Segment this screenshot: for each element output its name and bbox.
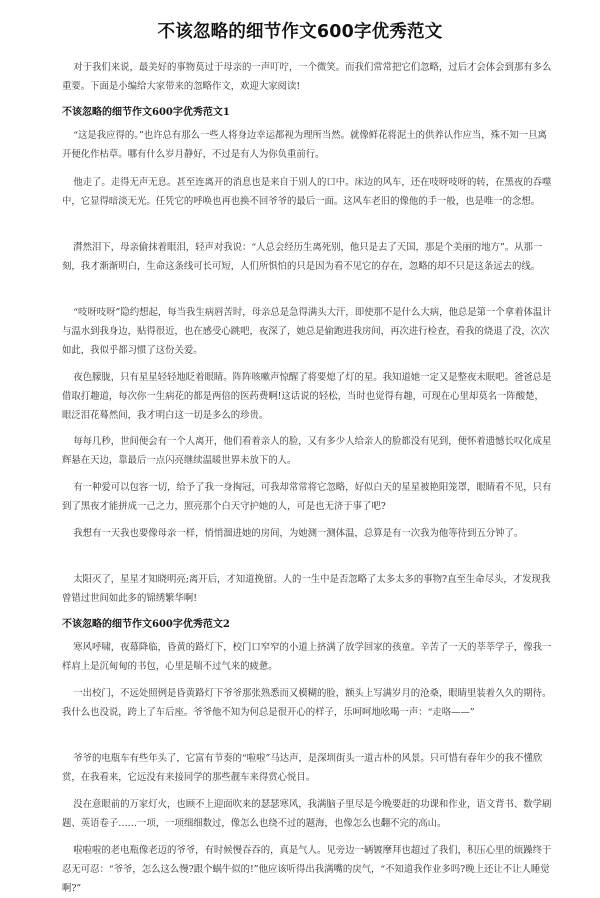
section-2-paragraph-2: 一出校门，不远处照例是昏黄路灯下爷爷那张熟悉而又模糊的脸，额头上写满岁月的沧桑，眼睛里装着久久的期待。我什么也没说，跨上了车后座。爷爷他不知为何总是很开心的样子，乐呵呵地吆喝一声：“走咯——” [62,688,552,718]
section-2-paragraph-4: 没在意眼前的万家灯火，也顾不上迎面吹来的瑟瑟寒风，我满脑子里尽是今晚要赶的功课和作业，语文背书、数学刷题、英语卷子……一项，一项细细数过，像怎么也绕不过的题海，也像怎么也翻不完的高山。 [62,799,552,829]
intro-paragraph: 对于我们来说，最美好的事物莫过于母亲的一声叮咛，一个微笑。而我们常常把它们忽略，过后才会体会到那有多么重要。下面是小编给大家带来的忽略作文，欢迎大家阅读! [62,62,552,92]
section-1-paragraph-5: 夜色朦胧，只有星星轻轻地眨着眼睛。阵阵咳嗽声惊醒了将要熄了灯的星。我知道她一定又是整夜未眠吧。爸爸总是借取打趣道，每次你一生病花的都是两倍的医药费啊!这话说的轻松，当时也觉得有趣，可现在心里却莫名一阵酸楚，眼泛泪花蓦然间，我才明白这一切是多么的珍贵。 [62,372,552,421]
section-1-paragraph-6: 每每几秒，世间便会有一个人离开，他们看着亲人的脸，又有多少人给亲人的脸都没有见到，便怀着遗憾长叹化成星辉悬在天边，靠最后一点闪亮继续温暖世界未放下的人。 [62,436,552,466]
section-2-paragraph-3: 爷爷的电瓶车有些年头了，它富有节奏的“啦啦”马达声，是深圳街头一道古朴的风景。只可惜有春年少的我不懂欣赏，在我看来，它远没有来接同学的那些靓车来得赏心悦目。 [62,753,543,783]
section-1-paragraph-7: 有一种爱可以包容一切，给予了我一身掏冠，可我却常常将它忽略，好似白天的星星被艳阳笼罩，眼睛看不见，只有到了黑夜才能拼成一己之力，照亮那个白天守护她的人，可是也无济于事了吧? [62,482,552,512]
section-1-paragraph-2: 他走了。走得无声无息。甚至连离开的消息也是来自于别人的口中。床边的风车，还在吱呀吱呀的转，在黑夜的吞噬中，它显得暗淡无光。任凭它的呼唤也再也换不回爷爷的最后一面。这风车老旧的像他的手一般，也是唯一的念想。 [62,177,552,207]
section-1-paragraph-9: 太阳灭了，星星才知晓明亮;离开后，才知道挽留。人的一生中是否忽略了太多太多的事物?直至生命尽头，才发现我曾错过世间如此多的锦绣繁华啊! [62,574,551,604]
section-1-paragraph-8: 我想有一天我也要像母亲一样，悄悄溜进她的房间，为她测一测体温，总算是有一次我为他等待到五分钟了。 [73,528,524,539]
section-1-paragraph-4: “吱呀吱呀”隐约想起，每当我生病唇苦时，母亲总是急得满头大汗，即使那不是什么大病，他总是第一个拿着体温计与温水到我身边，贴得很近，也在感受心跳吧，夜深了，她总是偷跑进我房间，再次进行检查，看我的烧退了没，次次如此，我似乎都习惯了这份关爱。 [62,307,552,356]
page-title: 不该忽略的细节作文600字优秀范文 [157,22,443,42]
section-1-paragraph-3: 潸然泪下，母亲偷抹着眼泪，轻声对我说：“人总会经历生离死别，他只是去了天国，那是个美丽的地方”。从那一刻，我才渐渐明白，生命这条线可长可短，人们所惧怕的只是因为看不见它的存在，忽略的却不只是这条远去的线。 [62,242,543,272]
section-2-paragraph-1: 寒风呼啸，夜幕降临，昏黄的路灯下，校门口窄窄的小道上挤满了放学回家的孩童。辛苦了一天的莘莘学子，像我一样肩上是沉甸甸的书包，心里是喘不过气来的疲惫。 [62,642,552,672]
section-1-heading: 不该忽略的细节作文600字优秀范文1 [62,107,230,118]
section-2-heading: 不该忽略的细节作文600字优秀范文2 [62,619,230,630]
section-2-paragraph-5: 啦啦啦的老电瓶像老迈的爷爷，有时候慢吞吞的，真是气人。见旁边一辆镀摩拜也超过了我们，积压心里的烦躁终于忍无可忍：“爷爷，怎么这么慢?跟个蜗牛似的!”他应该听得出我满嘴的戾气，“不知道我作业多吗?晚上还让不让人睡觉啊?” [62,845,552,894]
section-1-paragraph-1: “这是我应得的。”也许总有那么一些人将身边幸运都视为理所当然。就像鲜花将泥土的供养认作应当，殊不知一旦离开便化作枯草。哪有什么岁月静好，不过是有人为你负重前行。 [62,130,547,160]
